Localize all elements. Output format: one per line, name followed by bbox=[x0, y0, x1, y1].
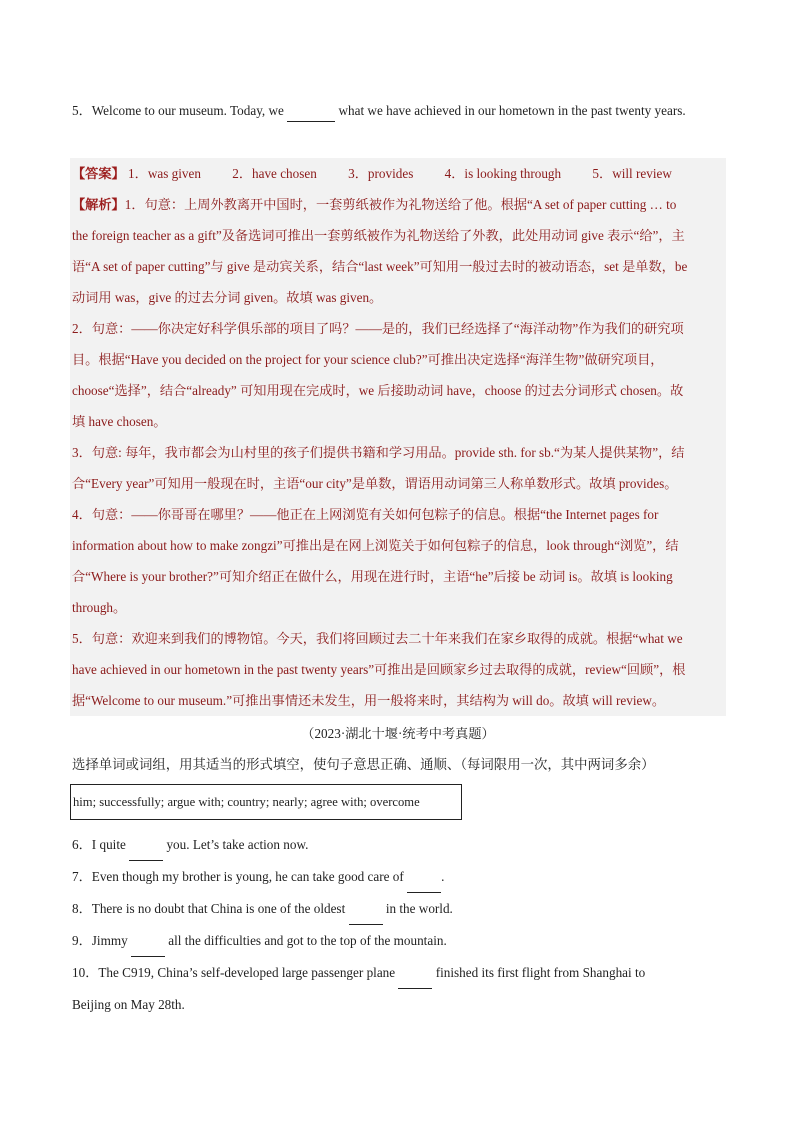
question-list bbox=[72, 829, 732, 1020]
question-5-before: 5．Welcome to our museum. Today, we bbox=[72, 103, 288, 118]
question-6: 6．I quite you. Let’s take action now. bbox=[72, 829, 732, 861]
answer-blank[interactable] bbox=[131, 925, 165, 957]
question-8: 8．There is no doubt that China is one of the oldest in the world. bbox=[72, 893, 732, 925]
answer-tag: 【答案】 bbox=[72, 166, 125, 181]
answer-item: 4．is looking through bbox=[444, 166, 562, 181]
analysis-line: choose“选择”，结合“already” 可知用现在完成时，we 后接助动词 have，choose 的过去分词形式 chosen。故 bbox=[72, 383, 684, 398]
answer-item: 3．provides bbox=[348, 166, 414, 181]
analysis-line: 5．句意：欢迎来到我们的博物馆。今天，我们将回顾过去二十年来我们在家乡取得的成就。根据“what we bbox=[72, 631, 683, 646]
answer-line bbox=[72, 158, 726, 189]
question-10-continued: Beijing on May 28th. bbox=[72, 997, 185, 1012]
analysis-line: 填 have chosen。 bbox=[72, 414, 167, 429]
analysis-line: 动词用 was，give 的过去分词 given。故填 was given。 bbox=[72, 290, 383, 305]
question-5-blank bbox=[287, 101, 335, 122]
answer-analysis-box bbox=[70, 158, 726, 716]
analysis-line: 4．句意：——你哥哥在哪里？——他正在上网浏览有关如何包粽子的信息。根据“the Internet pages for bbox=[72, 507, 659, 522]
analysis-line: through。 bbox=[72, 600, 127, 615]
section-title: （2023·湖北十堰·统考中考真题） bbox=[301, 726, 495, 741]
answer-item: 1．was given bbox=[128, 166, 201, 181]
question-9: 9．Jimmy all the difficulties and got to the top of the mountain. bbox=[72, 925, 732, 957]
analysis-line: 合“Where is your brother?”可知介绍正在做什么，用现在进行时，主语“he”后接 be 动词 is。故填 is looking bbox=[72, 569, 673, 584]
answer-item: 2．have chosen bbox=[232, 166, 317, 181]
question-5 bbox=[72, 101, 732, 122]
answer-blank[interactable] bbox=[407, 861, 441, 893]
answer-blank[interactable] bbox=[129, 829, 163, 861]
question-7: 7．Even though my brother is young, he can take good care of . bbox=[72, 861, 732, 893]
answer-blank[interactable] bbox=[349, 893, 383, 925]
answer-item: 5．will review bbox=[592, 166, 672, 181]
analysis-line: 3．句意: 每年，我市都会为山村里的孩子们提供书籍和学习用品。provide sth. for sb.“为某人提供某物”，结 bbox=[72, 445, 685, 460]
analysis-tag: 【解析】 bbox=[72, 197, 125, 212]
analysis-line: 合“Every year”可知用一般现在时，主语“our city”是单数，谓语用动词第三人称单数形式。故填 provides。 bbox=[72, 476, 678, 491]
analysis-line: information about how to make zongzi”可推出是在网上浏览关于如何包粽子的信息，look through“浏览”，结 bbox=[72, 538, 679, 553]
section-instruction: 选择单词或词组，用其适当的形式填空，使句子意思正确、通顺、（每词限用一次，其中两词多余） bbox=[72, 757, 655, 772]
analysis-line: the foreign teacher as a gift”及备选词可推出一套剪纸被作为礼物送给了外教，此处用动词 give 表示“给”，主 bbox=[72, 228, 685, 243]
analysis-line: 目。根据“Have you decided on the project for your science club?”可推出决定选择“海洋生物”做研究项目， bbox=[72, 352, 664, 367]
analysis-line: have achieved in our hometown in the past twenty years”可推出是回顾家乡过去取得的成就，review“回顾”，根 bbox=[72, 662, 686, 677]
analysis-line: 语“A set of paper cutting”与 give 是动宾关系，结合“last week”可知用一般过去时的被动语态，set 是单数，be bbox=[72, 259, 688, 274]
analysis-line: 据“Welcome to our museum.”可推出事情还未发生，用一般将来时，其结构为 will do。故填 will review。 bbox=[72, 693, 666, 708]
analysis-line: 2．句意：——你决定好科学俱乐部的项目了吗？——是的，我们已经选择了“海洋动物”作为我们的研究项 bbox=[72, 321, 684, 336]
question-5-after: what we have achieved in our hometown in the past twenty years. bbox=[335, 103, 686, 118]
answer-blank[interactable] bbox=[398, 957, 432, 989]
analysis-line: 【解析】1．句意：上周外教离开中国时，一套剪纸被作为礼物送给了他。根据“A set of paper cutting … to bbox=[72, 197, 677, 212]
question-10: 10．The C919, China’s self-developed large passenger plane finished its first flight from Shanghai to bbox=[72, 957, 732, 989]
word-bank-box: him; successfully; argue with; country; nearly; agree with; overcome bbox=[70, 784, 462, 820]
